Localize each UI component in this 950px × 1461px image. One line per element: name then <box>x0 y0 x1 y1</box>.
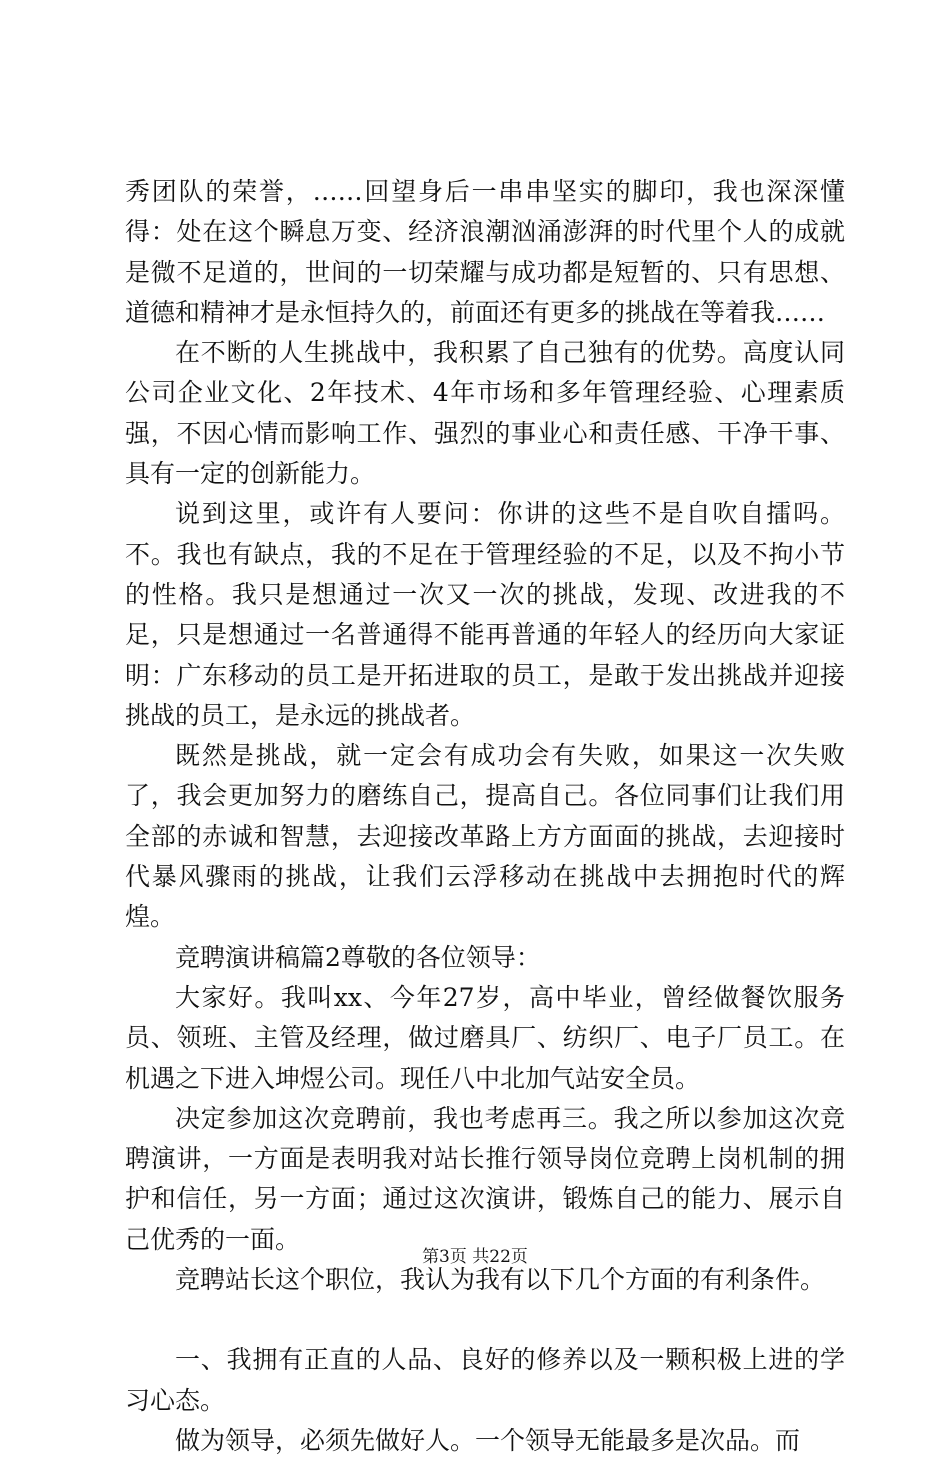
paragraph-advantages: 在不断的人生挑战中，我积累了自己独有的优势。高度认同公司企业文化、2年技术、4年市场和多年管理经验、心理素质强，不因心情而影响工作、强烈的事业心和责任感、干净干事、具有一定的创新能力。 <box>125 338 845 489</box>
paragraph-decision: 决定参加这次竞聘前，我也考虑再三。我之所以参加这次竞聘演讲，一方面是表明我对站长推行领导岗位竞聘上岗机制的拥护和信任，另一方面；通过这次演讲，锻炼自己的能力、展示自己优秀的一面。 <box>125 1103 845 1254</box>
paragraph-shortcomings: 说到这里，或许有人要问：你讲的这些不是自吹自擂吗。不。我也有缺点，我的不足在于管理经验的不足，以及不拘小节的性格。我只是想通过一次又一次的挑战，发现、改进我的不足，只是想通过一名普通得不能再普通的年轻人的经历向大家证明：广东移动的员工是开拓进取的员工，是敢于发出挑战并迎接挑战的员工，是永远的挑战者。 <box>125 499 845 730</box>
page-number-footer: 第3页 共22页 <box>422 1247 528 1267</box>
paragraph-leadership: 做为领导，必须先做好人。一个领导无能最多是次品。而 <box>175 1425 801 1455</box>
paragraph-continuation: 秀团队的荣誉，……回望身后一串串坚实的脚印，我也深深懂得：处在这个瞬息万变、经济浪潮汹涌澎湃的时代里个人的成就是微不足道的，世间的一切荣耀与成功都是短暂的、只有思想、道德和精神才是永恒持久的，前面还有更多的挑战在等着我…… <box>125 177 845 327</box>
paragraph-point-one: 一、我拥有正直的人品、良好的修养以及一颗积极上进的学习心态。 <box>125 1345 845 1415</box>
paragraph-conditions: 竞聘站长这个职位，我认为我有以下几个方面的有利条件。 <box>175 1265 826 1295</box>
paragraph-challenge: 既然是挑战，就一定会有成功会有失败，如果这一次失败了，我会更加努力的磨练自己，提高自己。各位同事们让我们用全部的赤诚和智慧，去迎接改革路上方方面面的挑战，去迎接时代暴风骤雨的挑战，让我们云浮移动在挑战中去拥抱时代的辉煌。 <box>125 741 845 932</box>
paragraph-self-intro: 大家好。我叫xx、今年27岁，高中毕业，曾经做餐饮服务员、领班、主管及经理，做过磨具厂、纺织厂、电子厂员工。在机遇之下进入坤煜公司。现任八中北加气站安全员。 <box>125 982 845 1093</box>
blank-line <box>125 1300 845 1340</box>
paragraph-speech-2-heading: 竞聘演讲稿篇2尊敬的各位领导： <box>175 942 541 972</box>
document-body <box>125 172 845 1461</box>
